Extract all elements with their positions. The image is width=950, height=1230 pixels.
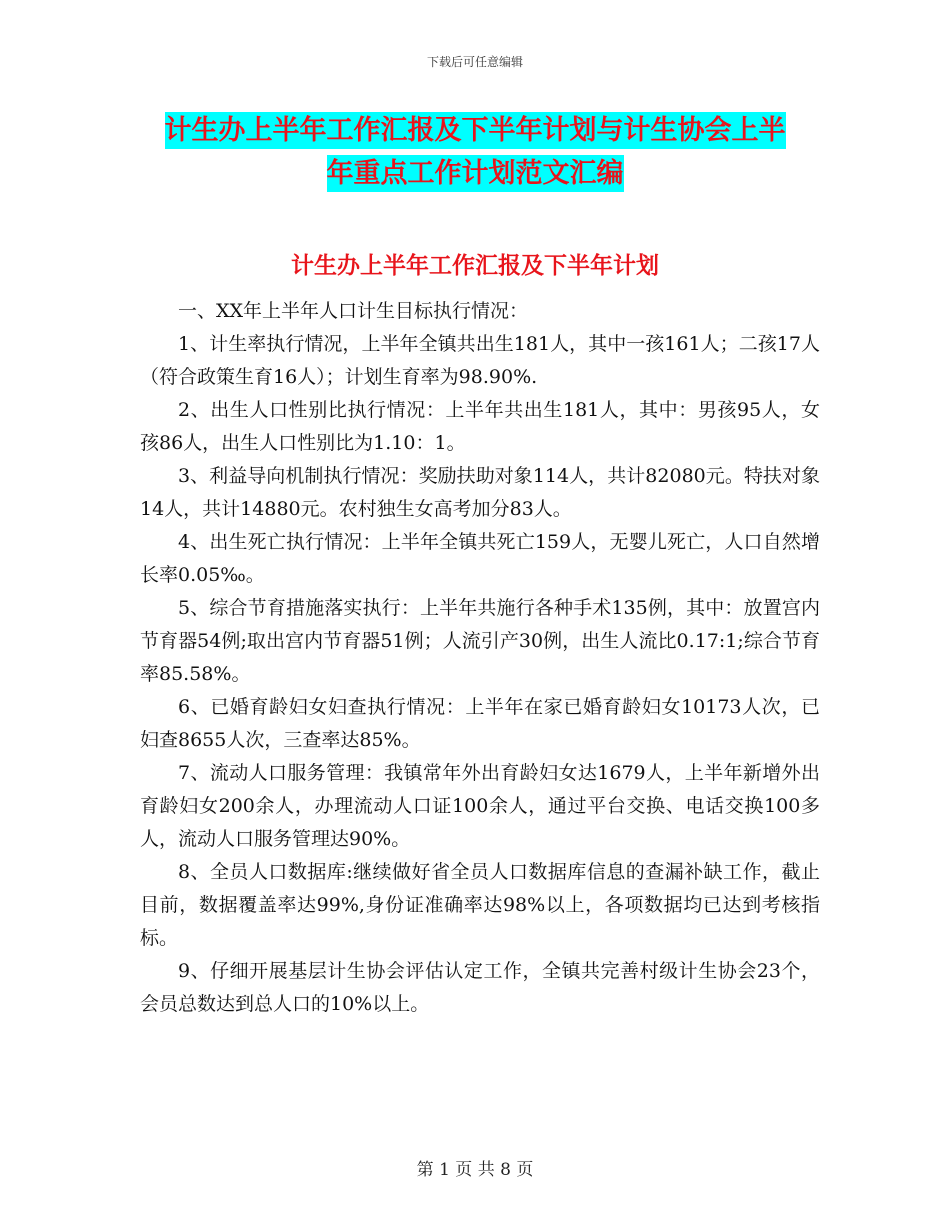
page-footer: 第 1 页 共 8 页	[416, 1160, 534, 1180]
body-text	[140, 295, 820, 1021]
paragraph: 一、XX年上半年人口计生目标执行情况：	[178, 300, 529, 322]
paragraph: 6、已婚育龄妇女妇查执行情况：上半年在家已婚育龄妇女10173人次，已妇查8655人次，三查率达85%。	[140, 696, 820, 751]
paragraph: 8、全员人口数据库:继续做好省全员人口数据库信息的查漏补缺工作，截止目前，数据覆盖率达99%,身份证准确率达98%以上，各项数据均已达到考核指标。	[140, 861, 820, 949]
document-title-line-2: 年重点工作计划范文汇编	[0, 156, 950, 192]
document-title-line-1: 计生办上半年工作汇报及下半年计划与计生协会上半	[0, 113, 950, 149]
paragraph: 9、仔细开展基层计生协会评估认定工作，全镇共完善村级计生协会23个，会员总数达到总人口的10%以上。	[140, 960, 820, 1015]
paragraph: 3、利益导向机制执行情况：奖励扶助对象114人，共计82080元。特扶对象14人，共计14880元。农村独生女高考加分83人。	[140, 465, 820, 520]
section-title: 计生办上半年工作汇报及下半年计划	[291, 253, 659, 279]
paragraph: 4、出生死亡执行情况：上半年全镇共死亡159人，无婴儿死亡，人口自然增长率0.05‰。	[140, 531, 820, 586]
paragraph: 7、流动人口服务管理：我镇常年外出育龄妇女达1679人，上半年新增外出育龄妇女200余人，办理流动人口证100余人，通过平台交换、电话交换100多人，流动人口服务管理达90%。	[140, 762, 820, 850]
paragraph: 5、综合节育措施落实执行：上半年共施行各种手术135例，其中：放置宫内节育器54例;取出宫内节育器51例；人流引产30例，出生人流比0.17:1;综合节育率85.58%。	[140, 597, 820, 685]
paragraph: 2、出生人口性别比执行情况：上半年共出生181人，其中：男孩95人，女孩86人，出生人口性别比为1.10：1。	[140, 399, 820, 454]
paragraph: 1、计生率执行情况，上半年全镇共出生181人，其中一孩161人；二孩17人（符合政策生育16人）；计划生育率为98.90%.	[140, 333, 820, 388]
header-note: 下载后可任意编辑	[426, 55, 523, 69]
